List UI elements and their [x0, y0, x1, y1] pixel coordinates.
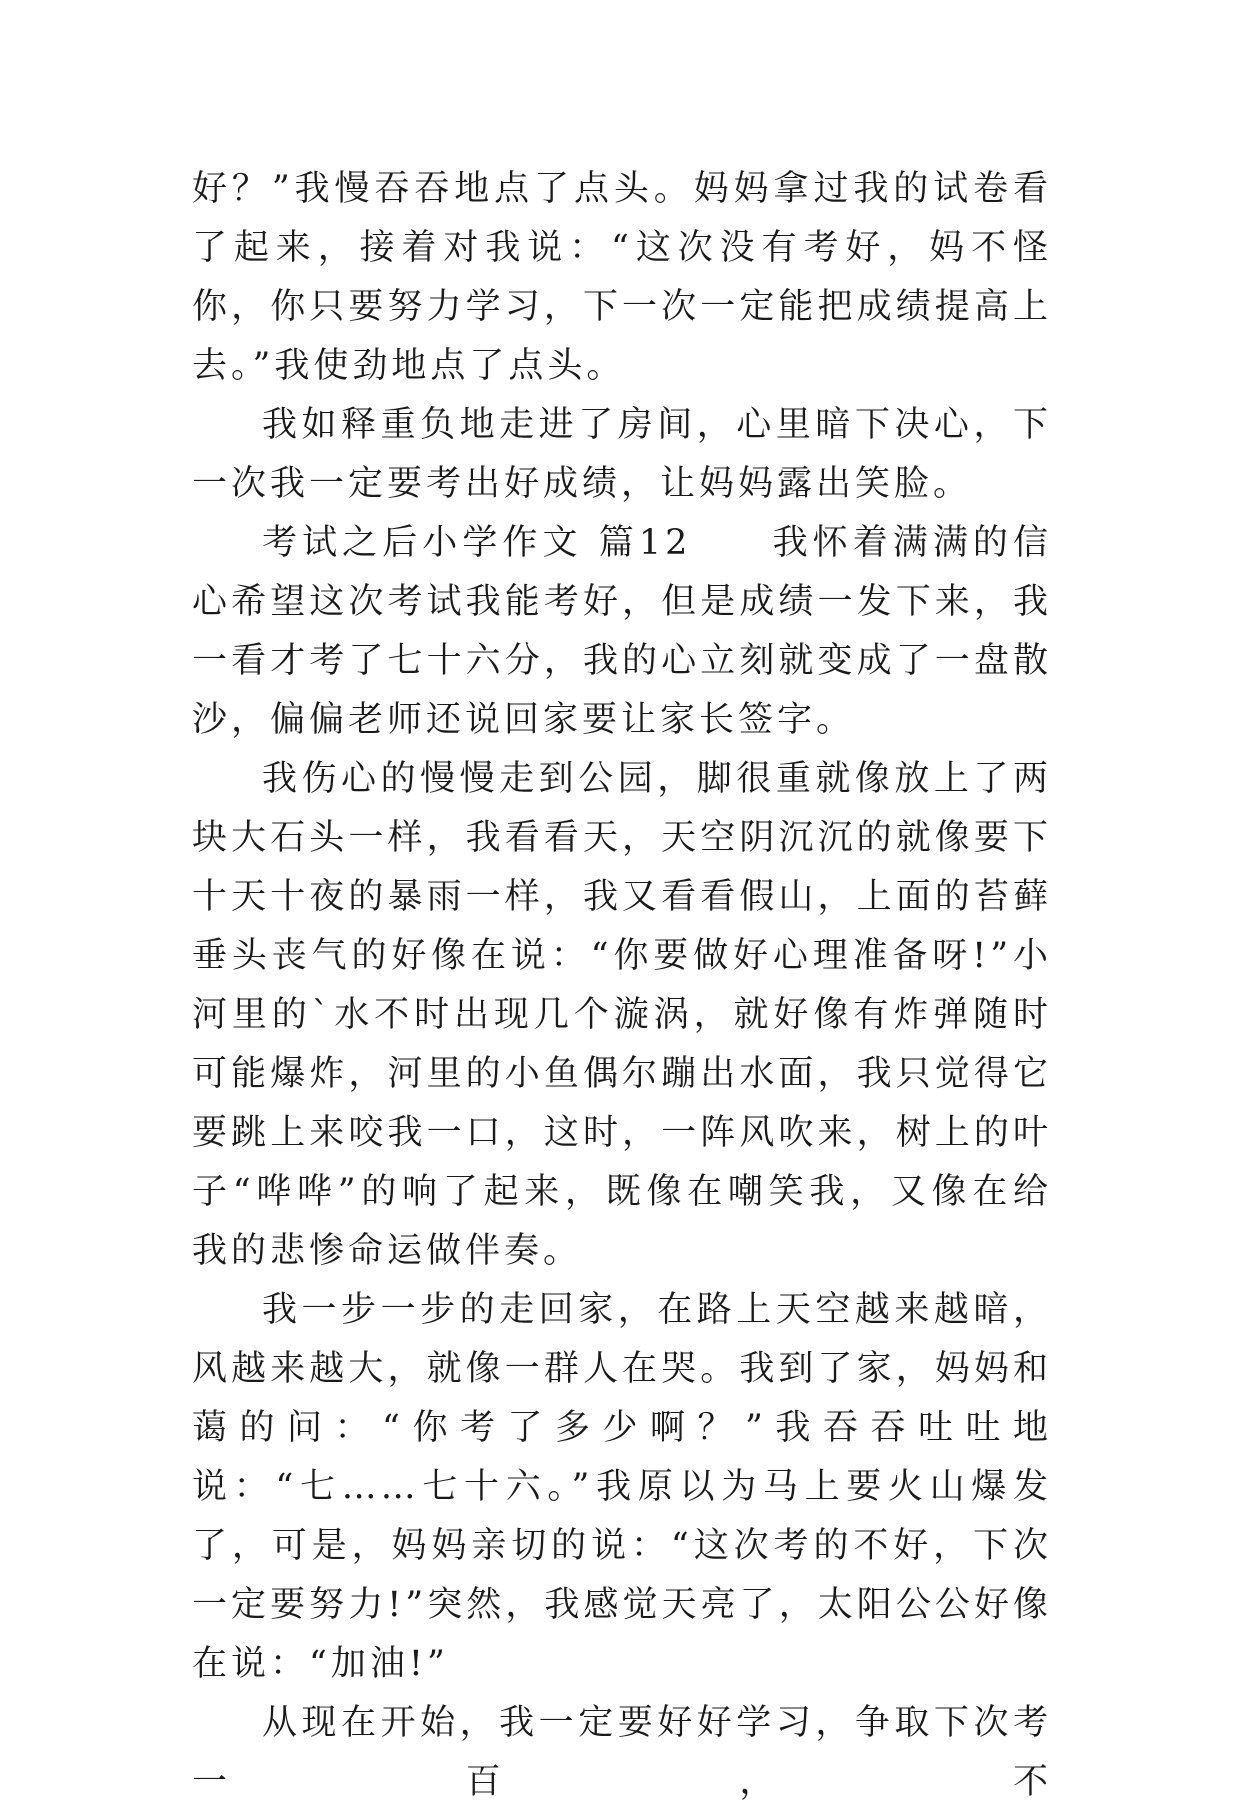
paragraph-3: 考试之后小学作文 篇12 我怀着满满的信心希望这次考试我能考好，但是成绩一发下来，我一看才考了七十六分，我的心立刻就变成了一盘散沙，偏偏老师还说回家要让家长签字。	[192, 523, 1052, 740]
paragraph-5: 我一步一步的走回家，在路上天空越来越暗，风越来越大，就像一群人在哭。我到了家，妈妈和蔼的问：“你考了多少啊？”我吞吞吐吐地说：“七……七十六。”我原以为马上要火山爆发了，可是，妈妈亲切的说：“这次考的不好，下次一定要努力!”突然，我感觉天亮了，太阳公公好像在说：“加油!”	[192, 1290, 1052, 1684]
essay-body	[192, 160, 1052, 1812]
paragraph-6: 从现在开始，我一定要好好学习，争取下次考一百，不	[192, 1703, 1052, 1802]
paragraph-1: 好？”我慢吞吞地点了点头。妈妈拿过我的试卷看了起来，接着对我说：“这次没有考好，妈不怪你，你只要努力学习，下一次一定能把成绩提高上去。”我使劲地点了点头。	[192, 169, 1052, 386]
paragraph-4: 我伤心的慢慢走到公园，脚很重就像放上了两块大石头一样，我看看天，天空阴沉沉的就像要下十天十夜的暴雨一样，我又看看假山，上面的苔藓垂头丧气的好像在说：“你要做好心理准备呀!”小河里的`水不时出现几个漩涡，就好像有炸弹随时可能爆炸，河里的小鱼偶尔蹦出水面，我只觉得它要跳上来咬我一口，这时，一阵风吹来，树上的叶子“哗哗”的响了起来，既像在嘲笑我，又像在给我的悲惨命运做伴奏。	[192, 759, 1052, 1271]
paragraph-2: 我如释重负地走进了房间，心里暗下决心，下一次我一定要考出好成绩，让妈妈露出笑脸。	[192, 405, 1052, 504]
